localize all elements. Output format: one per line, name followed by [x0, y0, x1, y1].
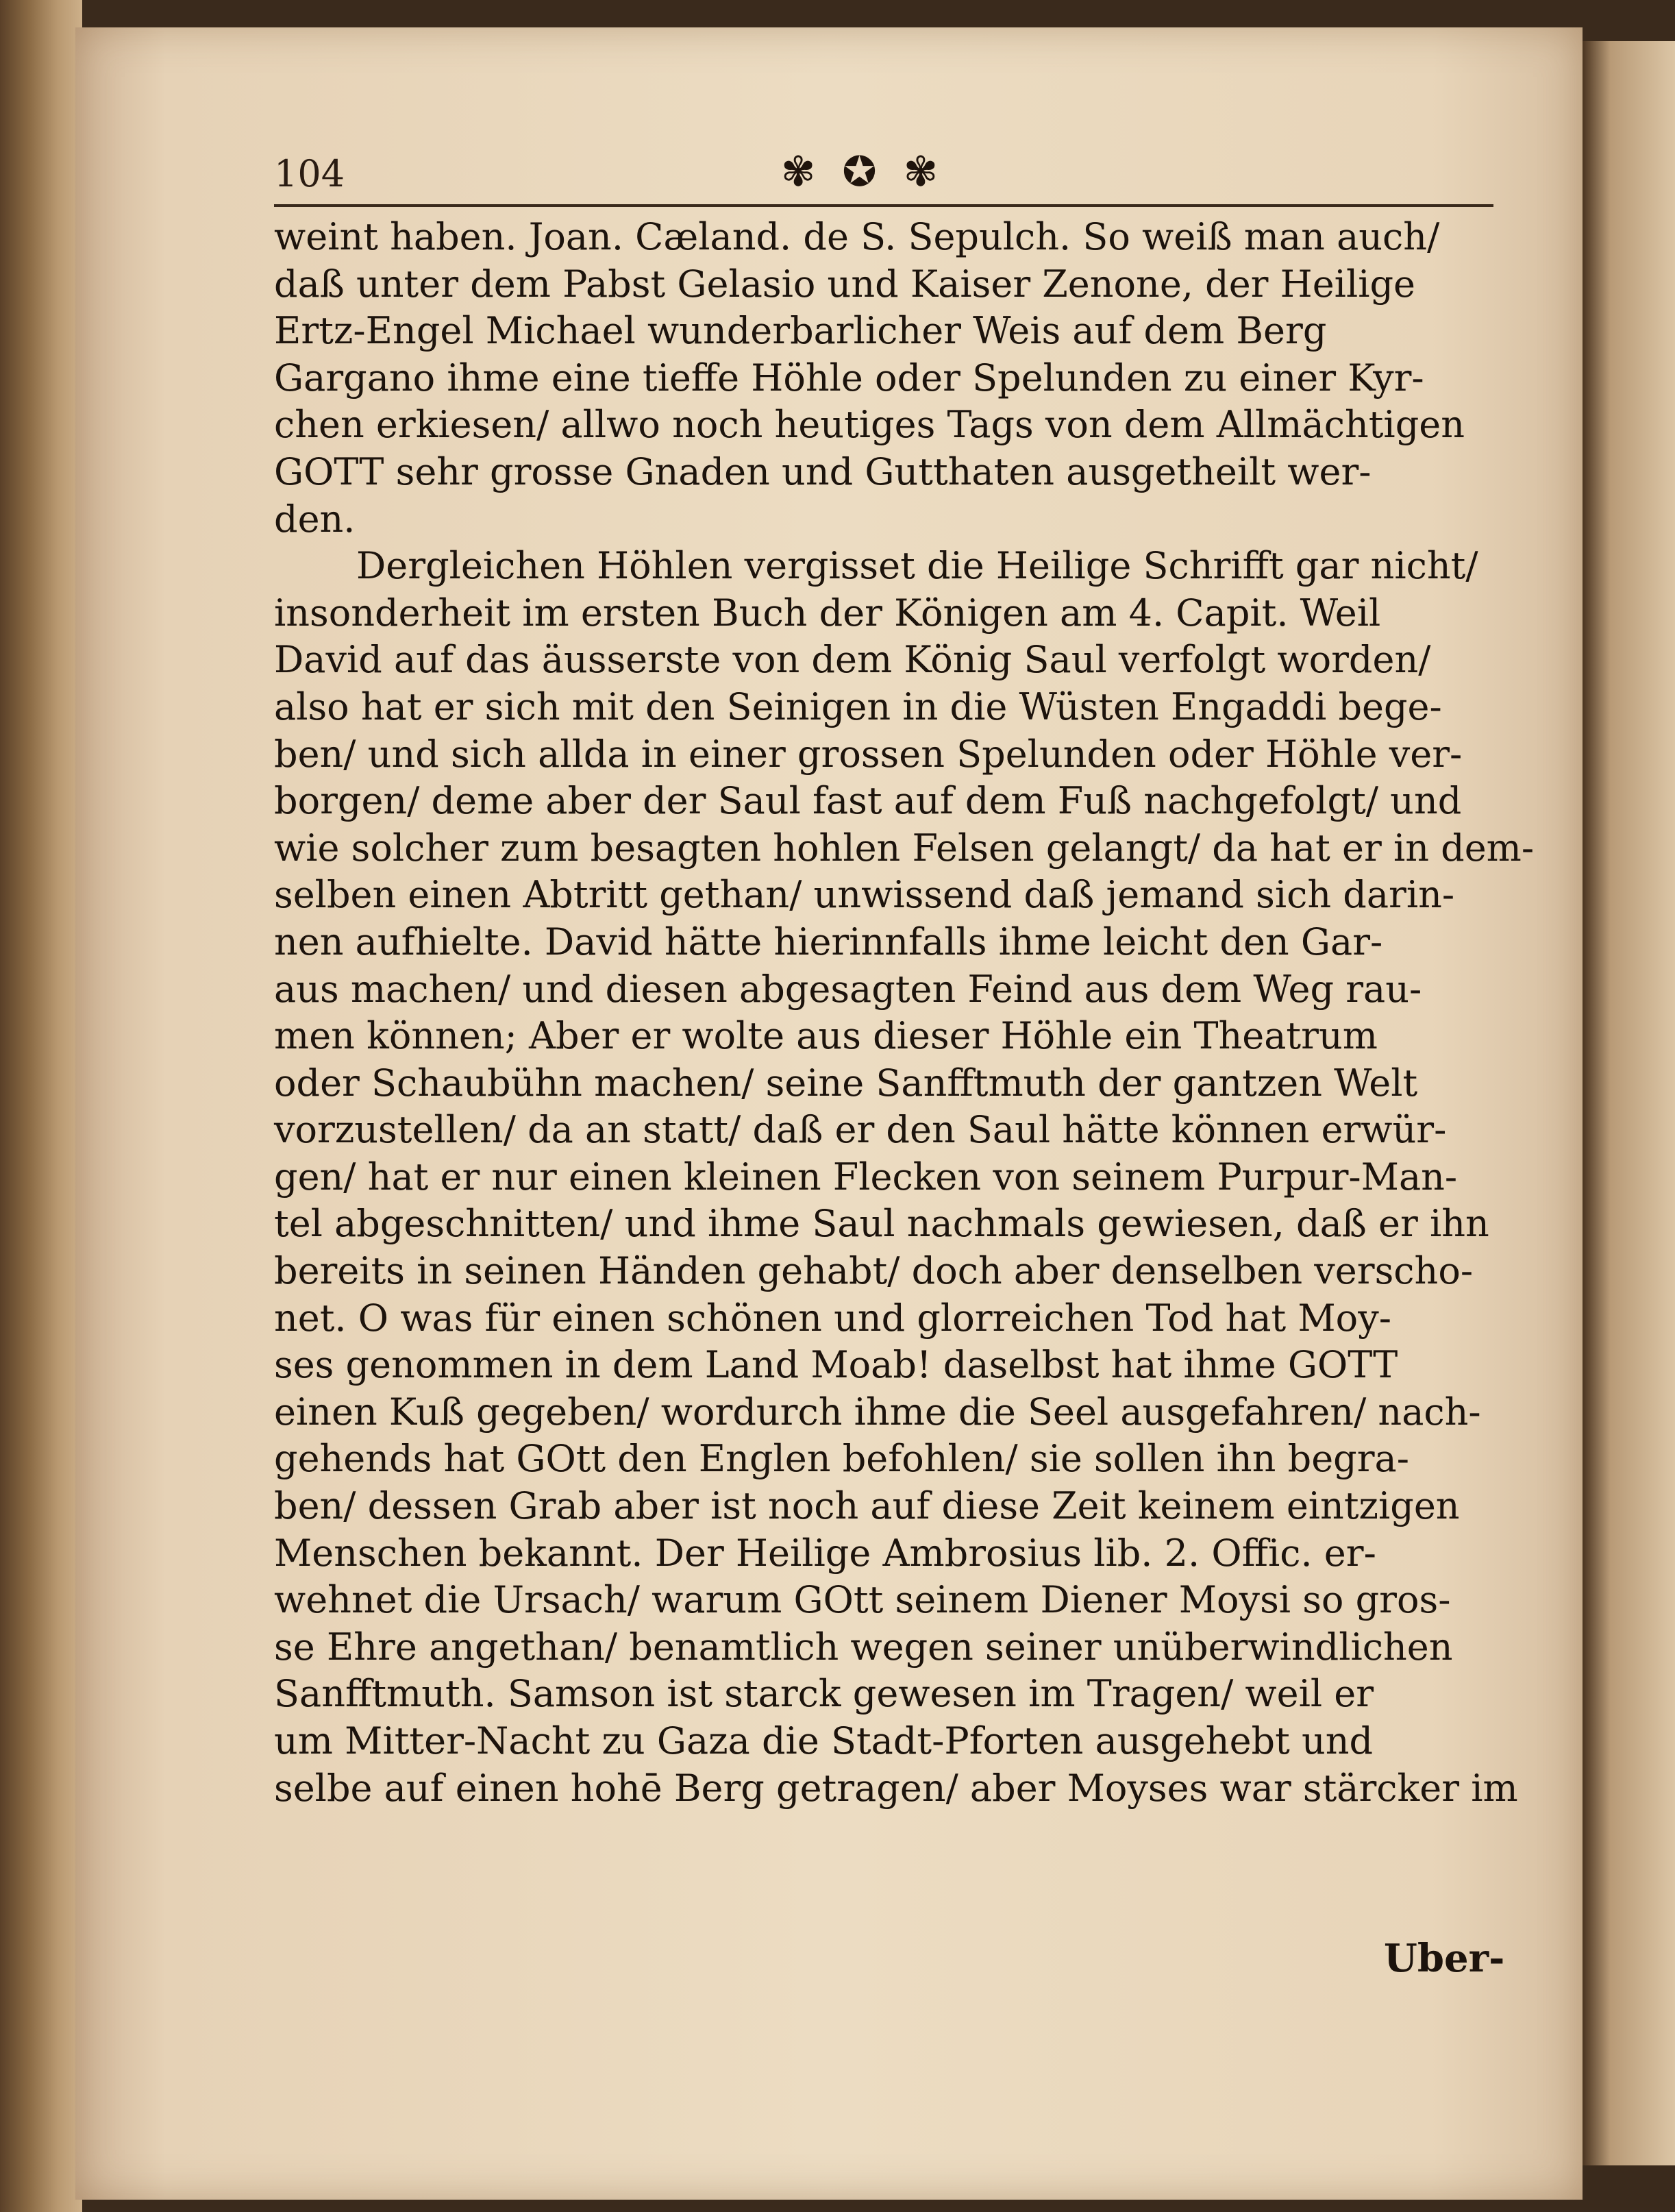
text-line: Gargano ihme eine tieffe Höhle oder Spelunden zu einer Kyr-	[274, 356, 1424, 400]
text-line: den.	[274, 497, 356, 541]
text-line: tel abgeschnitten/ und ihme Saul nachmals gewiesen, daß er ihn	[274, 1202, 1489, 1246]
text-line: Sanfftmuth. Samson ist starck gewesen im Tragen/ weil er	[274, 1672, 1374, 1716]
text-line: selben einen Abtritt gethan/ unwissend daß jemand sich darin-	[274, 873, 1455, 917]
text-line: net. O was für einen schönen und glorreichen Tod hat Moy-	[274, 1296, 1391, 1340]
text-line: nen aufhielte. David hätte hierinnfalls ihme leicht den Gar-	[274, 920, 1383, 963]
text-line: ben/ dessen Grab aber ist noch auf diese Zeit keinem eintzigen	[274, 1484, 1460, 1528]
text-line: oder Schaubühn machen/ seine Sanfftmuth der gantzen Welt	[274, 1061, 1418, 1105]
text-line: gen/ hat er nur einen kleinen Flecken von seinem Purpur-Man-	[274, 1155, 1458, 1199]
text-line: um Mitter-Nacht zu Gaza die Stadt-Pforten ausgehebt und	[274, 1719, 1374, 1762]
text-line: men können; Aber er wolte aus dieser Höhle ein Theatrum	[274, 1014, 1378, 1058]
text-line: Ertz-Engel Michael wunderbarlicher Weis auf dem Berg	[274, 309, 1327, 353]
book-edge-left	[0, 0, 82, 2212]
text-line: GOTT sehr grosse Gnaden und Gutthaten ausgetheilt wer-	[274, 450, 1372, 493]
text-line: ses genommen in dem Land Moab! daselbst hat ihme GOTT	[274, 1343, 1398, 1387]
header-rule	[274, 204, 1493, 207]
catchword: Uber-	[1384, 1936, 1505, 1981]
text-line: Menschen bekannt. Der Heilige Ambrosius lib. 2. Offic. er-	[274, 1531, 1376, 1575]
text-line: aus machen/ und diesen abgesagten Feind aus dem Weg rau-	[274, 967, 1422, 1011]
text-line: ben/ und sich allda in einer grossen Spelunden oder Höhle ver-	[274, 732, 1463, 776]
text-line: daß unter dem Pabst Gelasio und Kaiser Zenone, der Heilige	[274, 262, 1416, 306]
body-text	[274, 214, 1535, 1812]
book-edge-right	[1583, 41, 1675, 2165]
text-line: Dergleichen Höhlen vergisset die Heilige Schrifft gar nicht/	[356, 544, 1478, 588]
text-line: vorzustellen/ da an statt/ daß er den Saul hätte können erwür-	[274, 1108, 1447, 1152]
page-number: 104	[274, 152, 345, 195]
text-line: borgen/ deme aber der Saul fast auf dem Fuß nachgefolgt/ und	[274, 779, 1462, 823]
header-ornament-icon: ✾ ✪ ✾	[781, 148, 945, 196]
text-line: also hat er sich mit den Seinigen in die Wüsten Engaddi bege-	[274, 685, 1442, 728]
text-line: wehnet die Ursach/ warum GOtt seinem Diener Moysi so gros-	[274, 1578, 1451, 1622]
page-header	[274, 148, 1493, 207]
text-line: bereits in seinen Händen gehabt/ doch aber denselben verscho-	[274, 1249, 1474, 1293]
text-line: se Ehre angethan/ benamtlich wegen seiner unüberwindlichen	[274, 1625, 1453, 1669]
text-line: selbe auf einen hohē Berg getragen/ aber Moyses war stärcker im	[274, 1766, 1518, 1810]
text-line: wie solcher zum besagten hohlen Felsen gelangt/ da hat er in dem-	[274, 826, 1535, 870]
text-line: gehends hat GOtt den Englen befohlen/ sie sollen ihn begra-	[274, 1437, 1409, 1481]
text-line: einen Kuß gegeben/ wordurch ihme die Seel ausgefahren/ nach-	[274, 1390, 1481, 1434]
text-line: insonderheit im ersten Buch der Königen am 4. Capit. Weil	[274, 591, 1381, 635]
text-line: David auf das äusserste von dem König Saul verfolgt worden/	[274, 638, 1431, 682]
text-line: weint haben. Joan. Cæland. de S. Sepulch. So weiß man auch/	[274, 215, 1440, 258]
text-line: chen erkiesen/ allwo noch heutiges Tags von dem Allmächtigen	[274, 403, 1465, 447]
